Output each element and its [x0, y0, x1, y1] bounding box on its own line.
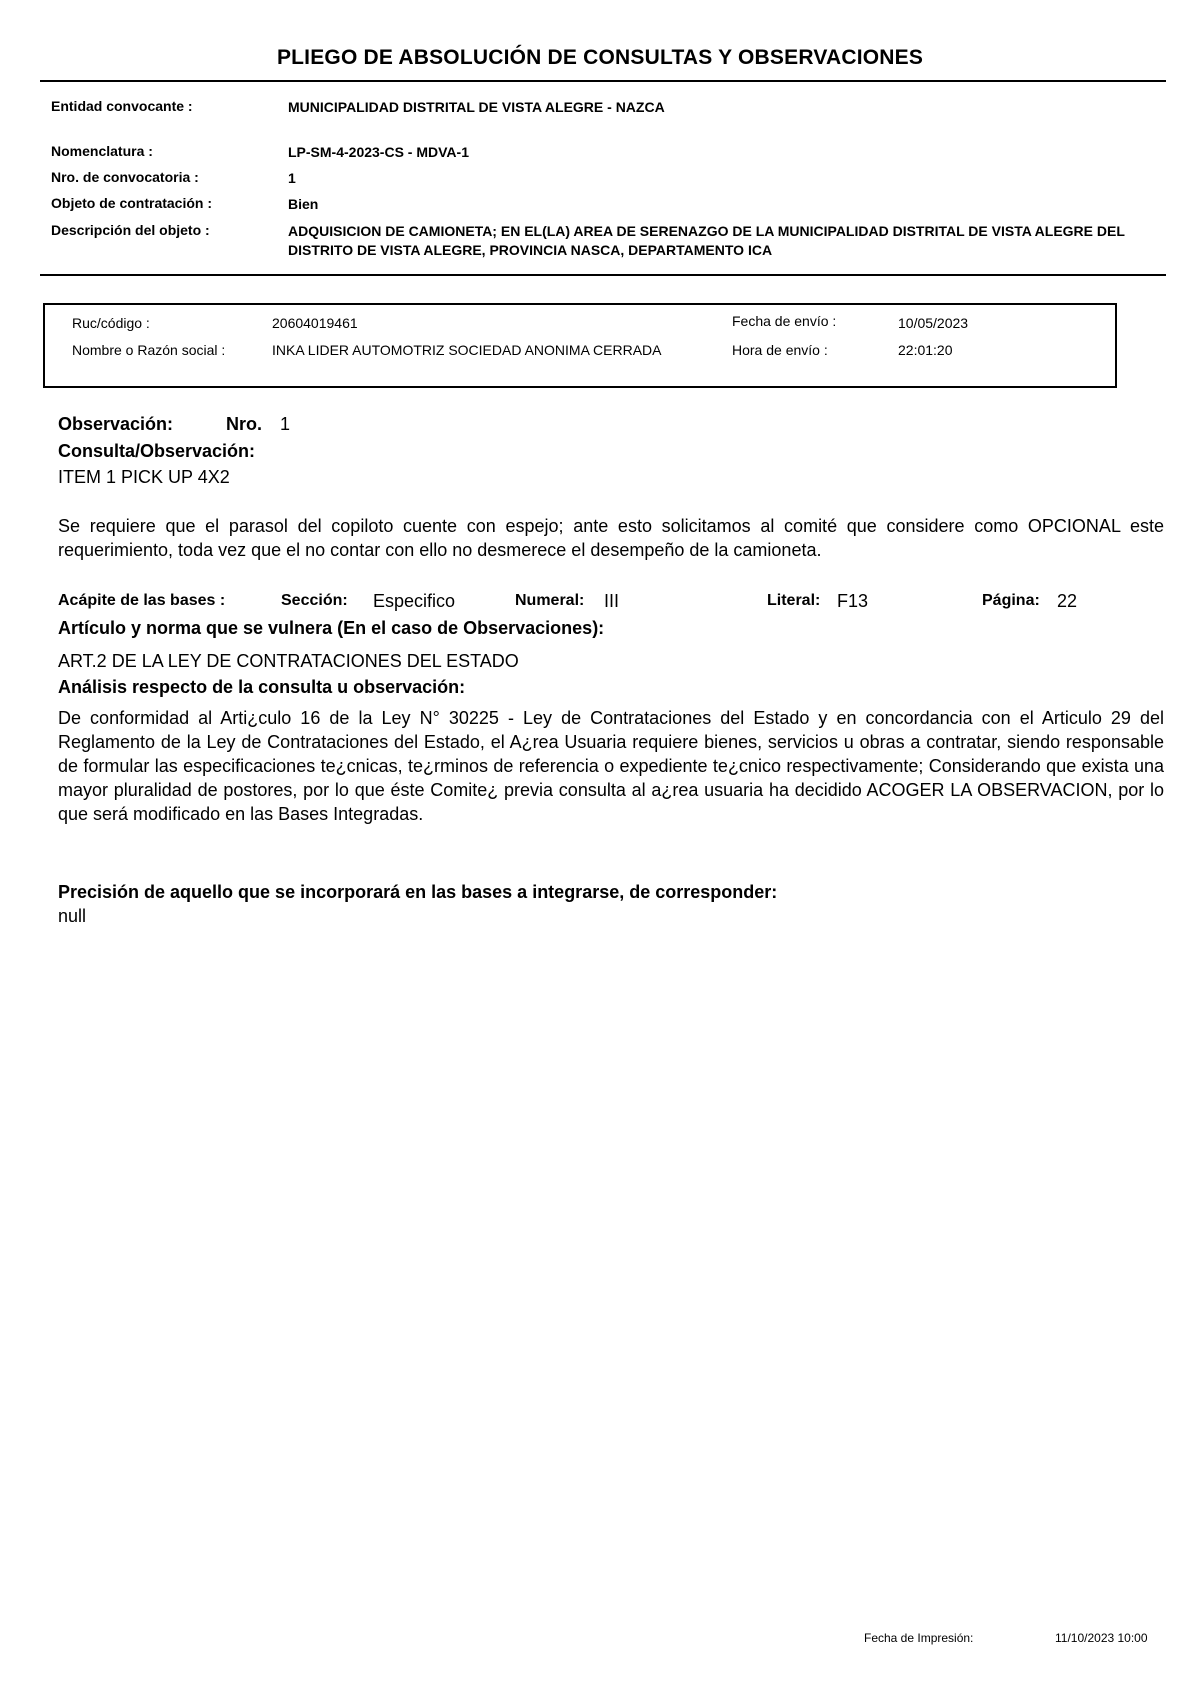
descripcion-label: Descripción del objeto : [51, 222, 210, 238]
seccion-label: Sección: [281, 592, 348, 609]
observation-text: Se requiere que el parasol del copiloto cuente con espejo; ante esto solicitamos al comité que considere como OPCIONAL este requerimiento, toda vez que el no contar con ello no desmerece el desempeño de la camioneta. [58, 516, 1164, 560]
hora-envio-value: 22:01:20 [898, 342, 953, 358]
entidad-value: MUNICIPALIDAD DISTRITAL DE VISTA ALEGRE - NAZCA [288, 99, 665, 115]
articulo-label: Artículo y norma que se vulnera (En el caso de Observaciones): [58, 618, 605, 638]
observacion-label: Observación: [58, 414, 174, 434]
fecha-envio-label: Fecha de envío : [732, 313, 837, 329]
nomenclatura-value: LP-SM-4-2023-CS - MDVA-1 [288, 144, 469, 160]
document-title: PLIEGO DE ABSOLUCIÓN DE CONSULTAS Y OBSERVACIONES [276, 46, 924, 69]
fecha-envio-value: 10/05/2023 [898, 315, 969, 331]
literal-label: Literal: [767, 592, 821, 609]
nro-label: Nro. [226, 414, 262, 434]
numeral-label: Numeral: [515, 592, 585, 609]
objeto-value: Bien [288, 196, 319, 212]
print-date-label: Fecha de Impresión: [864, 1631, 974, 1645]
acapite-label: Acápite de las bases : [58, 592, 226, 609]
print-date-value: 11/10/2023 10:00 [1055, 1631, 1148, 1645]
nomenclatura-label: Nomenclatura : [51, 143, 153, 159]
convocatoria-value: 1 [288, 170, 296, 186]
objeto-label: Objeto de contratación : [51, 195, 213, 211]
precision-value: null [58, 906, 87, 926]
razon-label: Nombre o Razón social : [72, 342, 226, 358]
seccion-value: Especifico [373, 591, 456, 611]
analisis-text: De conformidad al Arti¿culo 16 de la Ley N° 30225 - Ley de Contrataciones del Estado y en concordancia con el Articulo 29 del Reglamento de la Ley de Contrataciones del Estado, el A¿rea Usuaria requiere bienes, servicios u obras a contratar, siendo responsable de formular las especificaciones te¿cnicas, te¿rminos de referencia o expediente te¿cnico respectivamente; Considerando que exista una mayor pluralidad de postores, por lo que éste Comite¿ previa consulta al a¿rea usuaria ha decidido ACOGER LA OBSERVACION, por lo que será modificado en las Bases Integradas. [58, 708, 1164, 824]
literal-value: F13 [837, 591, 869, 611]
descripcion-value: ADQUISICION DE CAMIONETA; EN EL(LA) AREA DE SERENAZGO DE LA MUNICIPALIDAD DISTRITAL DE VISTA ALEGRE DEL DISTRITO DE VISTA ALEGRE, PROVINCIA NASCA, DEPARTAMENTO ICA [288, 223, 1125, 258]
item-title: ITEM 1 PICK UP 4X2 [58, 467, 230, 487]
hora-envio-label: Hora de envío : [732, 342, 828, 358]
header-top-rule [40, 80, 1166, 82]
convocatoria-label: Nro. de convocatoria : [51, 169, 199, 185]
entidad-label: Entidad convocante : [51, 98, 193, 114]
pagina-label: Página: [982, 592, 1040, 609]
analisis-label: Análisis respecto de la consulta u observación: [58, 677, 466, 697]
ruc-label: Ruc/código : [72, 315, 150, 331]
pagina-value: 22 [1057, 591, 1078, 611]
precision-label: Precisión de aquello que se incorporará en las bases a integrarse, de corresponder: [58, 882, 778, 902]
header-bottom-rule [40, 274, 1166, 276]
razon-value: INKA LIDER AUTOMOTRIZ SOCIEDAD ANONIMA CERRADA [272, 342, 662, 358]
ruc-value: 20604019461 [272, 315, 358, 331]
nro-value: 1 [280, 414, 291, 434]
consulta-label: Consulta/Observación: [58, 441, 256, 461]
articulo-value: ART.2 DE LA LEY DE CONTRATACIONES DEL ESTADO [58, 651, 519, 671]
numeral-value: III [604, 591, 620, 611]
participant-box [43, 303, 1117, 388]
